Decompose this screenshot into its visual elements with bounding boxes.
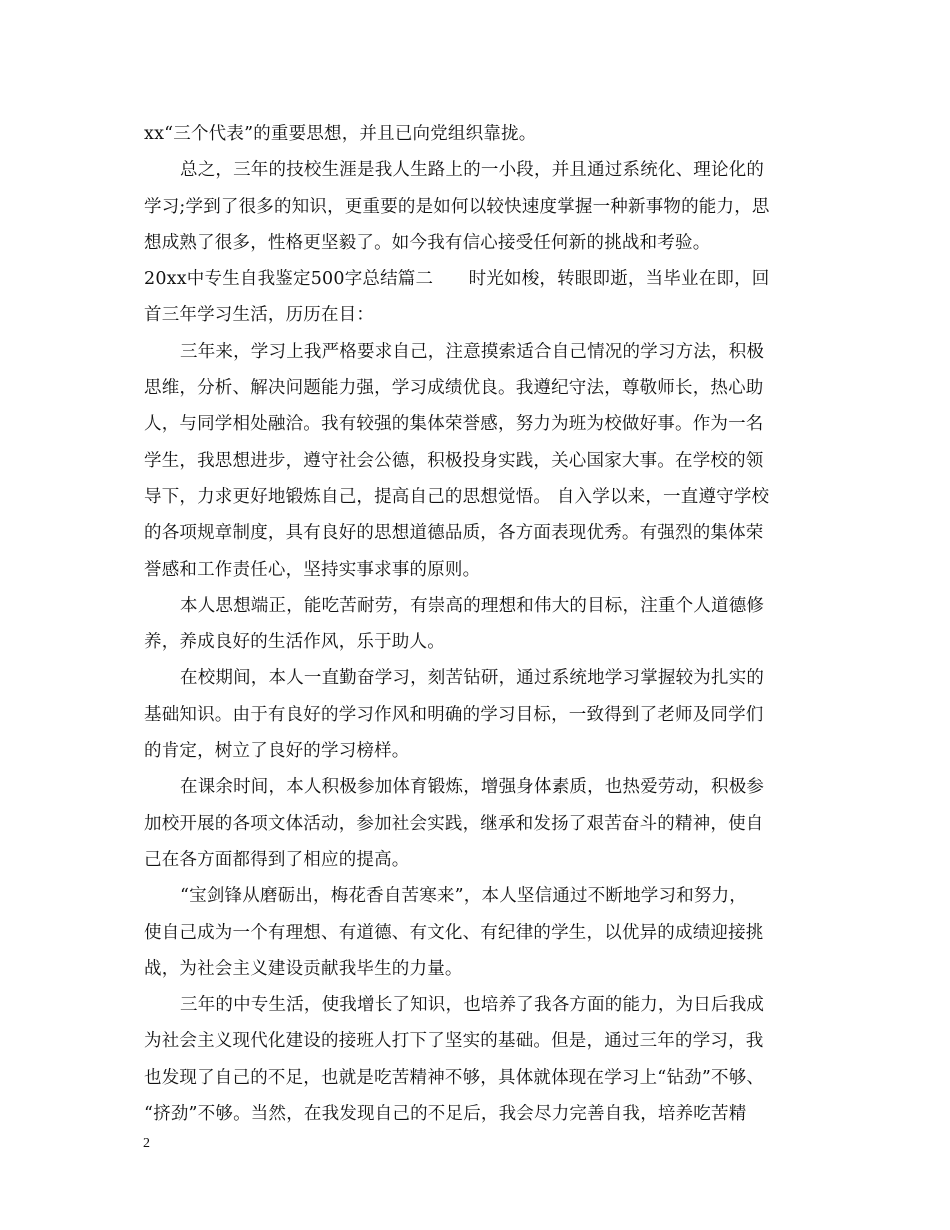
text-line: 也发现了自己的不足，也就是吃苦精神不够，具体就体现在学习上“钻劲”不够、 [144, 1067, 765, 1088]
text-line: 在课余时间，本人积极参加体育锻炼，增强身体素质，也热爱劳动，积极参 [180, 777, 765, 798]
text-line: 学习;学到了很多的知识，更重要的是如何以较快速度掌握一种新事物的能力，思 [144, 196, 770, 217]
text-line: 首三年学习生活，历历在目： [144, 305, 375, 326]
text-line: 为社会主义现代化建设的接班人打下了坚实的基础。但是，通过三年的学习，我 [144, 1031, 764, 1052]
text-line: 战，为社会主义建设贡献我毕生的力量。 [144, 958, 463, 979]
text-line: 思维，分析、解决问题能力强，学习成绩优良。我遵纪守法，尊敬师长，热心助 [144, 378, 764, 399]
text-line: 己在各方面都得到了相应的提高。 [144, 849, 410, 870]
text-line: “挤劲”不够。当然，在我发现自己的不足后，我会尽力完善自我，培养吃苦精 [144, 1104, 747, 1125]
text-line: 总之，三年的技校生涯是我人生路上的一小段，并且通过系统化、理论化的 [180, 160, 765, 181]
document-body [144, 116, 814, 1132]
text-line: 誉感和工作责任心，坚持实事求事的原则。 [144, 559, 481, 580]
text-line: 养，养成良好的生活作风，乐于助人。 [144, 632, 445, 653]
text-line: 在校期间，本人一直勤奋学习，刻苦钻研，通过系统地学习掌握较为扎实的 [180, 668, 765, 689]
section-heading-line: 20xx中专生自我鉴定500字总结篇二 时光如梭，转眼即逝，当毕业在即，回 [144, 269, 770, 290]
text-line: 导下，力求更好地锻炼自己，提高自己的思想觉悟。 自入学以来，一直遵守学校 [144, 486, 770, 507]
text-line: 三年的中专生活，使我增长了知识，也培养了我各方面的能力，为日后我成 [180, 995, 765, 1016]
text-line: 使自己成为一个有理想、有道德、有文化、有纪律的学生，以优异的成绩迎接挑 [144, 922, 764, 943]
text-line: 人，与同学相处融洽。我有较强的集体荣誉感，努力为班为校做好事。作为一名 [144, 414, 764, 435]
text-line: 想成熟了很多，性格更坚毅了。如今我有信心接受任何新的挑战和考验。 [144, 232, 711, 253]
text-line: xx“三个代表”的重要思想，并且已向党组织靠拢。 [144, 124, 537, 144]
text-line: 三年来，学习上我严格要求自己，注意摸索适合自己情况的学习方法，积极 [180, 341, 765, 362]
text-line: 的肯定，树立了良好的学习榜样。 [144, 741, 410, 762]
text-line: “宝剑锋从磨砺出，梅花香自苦寒来”，本人坚信通过不断地学习和努力， [180, 886, 747, 907]
text-line: 本人思想端正，能吃苦耐劳，有崇高的理想和伟大的目标，注重个人道德修 [180, 595, 765, 616]
text-line: 学生，我思想进步，遵守社会公德，积极投身实践，关心国家大事。在学校的领 [144, 450, 764, 471]
text-line: 的各项规章制度，具有良好的思想道德品质，各方面表现优秀。有强烈的集体荣 [144, 523, 764, 544]
page-number: 2 [143, 1136, 150, 1151]
text-line: 加校开展的各项文体活动，参加社会实践，继承和发扬了艰苦奋斗的精神，使自 [144, 813, 764, 834]
text-line: 基础知识。由于有良好的学习作风和明确的学习目标，一致得到了老师及同学们 [144, 704, 764, 725]
